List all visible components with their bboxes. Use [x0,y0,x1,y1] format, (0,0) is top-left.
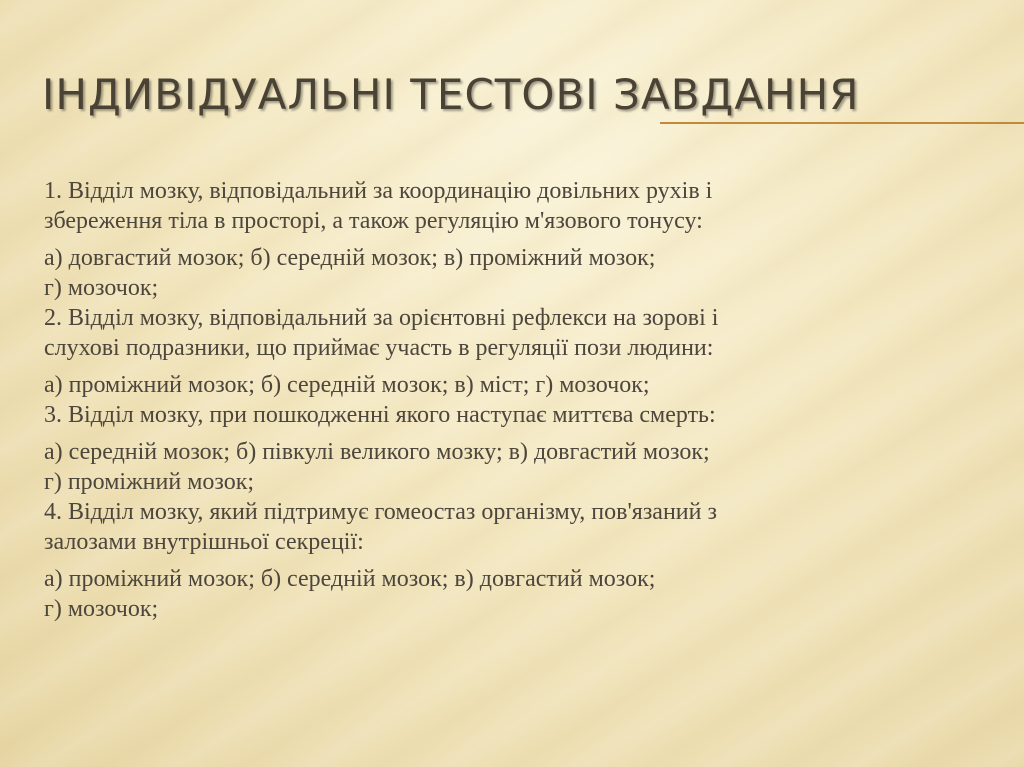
question-1-answers-question-2-text: а) довгастий мозок; б) середній мозок; в) проміжний мозок; г) мозочок; 2. Відділ мозку, відповідальний за орієнтовні рефлекси на зорові і слухові подразники, що приймає участь в регуляції пози людини: [44,245,719,361]
title-underline [660,122,1024,124]
question-1-text: 1. Відділ мозку, відповідальний за координацію довільних рухів і збереження тіла в просторі, а також регуляцію м'язового тонусу: [44,178,713,234]
slide-title: ІНДИВІДУАЛЬНІ ТЕСТОВІ ЗАВДАННЯ [42,70,860,119]
question-4-answers: а) проміжний мозок; б) середній мозок; в) довгастий мозок; г) мозочок; [44,566,656,622]
question-3-answers-question-4-text: а) середній мозок; б) півкулі великого мозку; в) довгастий мозок; г) проміжний мозок; 4. Відділ мозку, який підтримує гомеостаз організму, пов'язаний з залозами внутрішньої секреції: [44,439,717,555]
question-2-answers-question-3-text: а) проміжний мозок; б) середній мозок; в) міст; г) мозочок; 3. Відділ мозку, при пошкодженні якого наступає миттєва смерть: [44,372,716,428]
slide-body [44,176,994,631]
